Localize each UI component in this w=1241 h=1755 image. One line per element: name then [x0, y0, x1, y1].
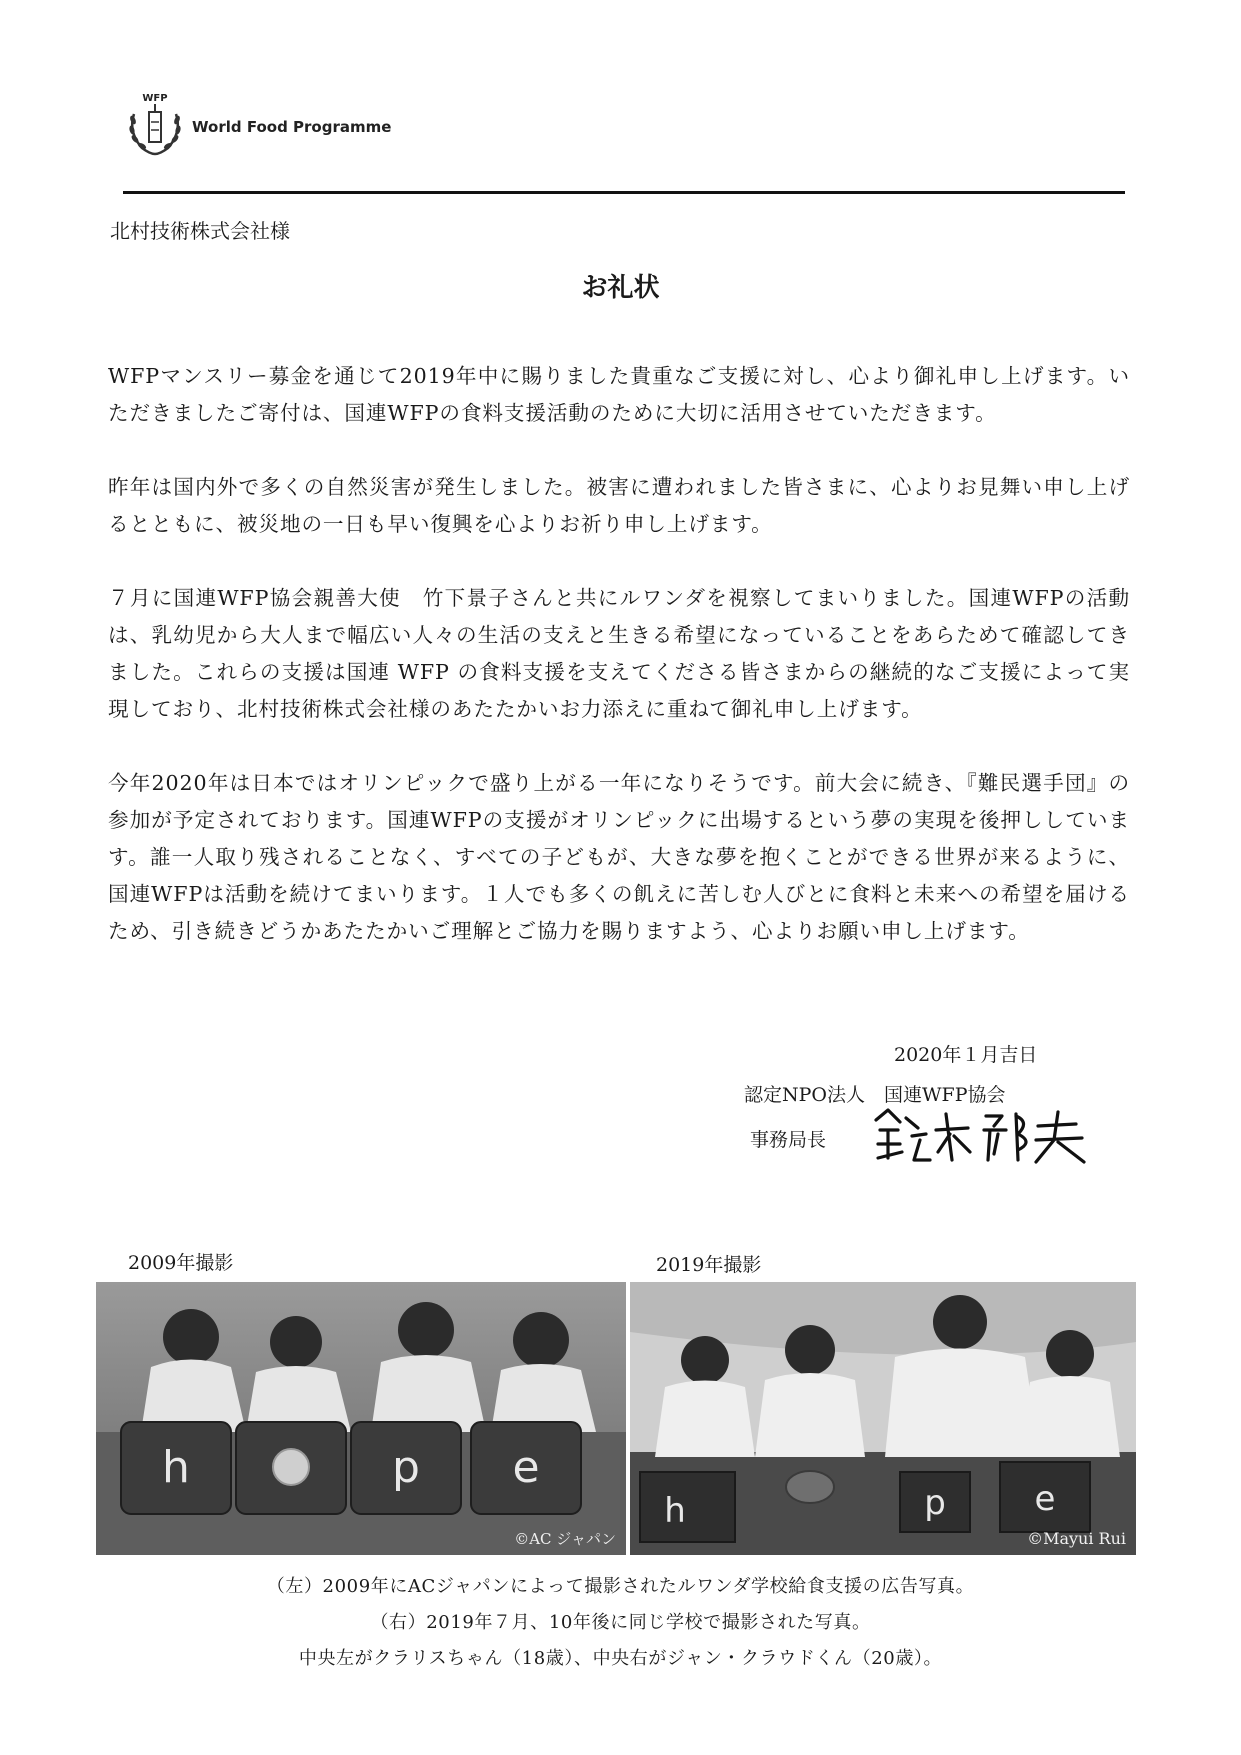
chalk-letter: e — [512, 1442, 540, 1493]
letter-body — [108, 358, 1130, 987]
photo-credit: ©Mayui Rui — [1027, 1529, 1126, 1548]
paragraph: 昨年は国内外で多くの自然災害が発生しました。被害に遭われました皆さまに、心よりお見舞い申し上げるとともに、被災地の一日も早い復興を心よりお祈り申し上げます。 — [108, 475, 1130, 536]
handwritten-signature — [866, 1100, 1096, 1170]
wfp-logo — [120, 88, 391, 160]
chalk-letter: p — [392, 1442, 420, 1493]
logo-acronym: WFP — [142, 93, 168, 104]
photo-credit: ©AC ジャパン — [514, 1530, 616, 1548]
recipient: 北村技術株式会社様 — [110, 219, 290, 243]
chalk-letter: h — [162, 1442, 190, 1493]
photo-2019 — [630, 1282, 1136, 1555]
organization: 認定NPO法人 国連WFP協会 — [744, 1084, 1006, 1106]
paragraph: WFPマンスリー募金を通じて2019年中に賜りました貴重なご支援に対し、心より御礼申し上げます。いただきましたご寄付は、国連WFPの食料支援活動のために大切に活用させていただきます。 — [108, 364, 1130, 425]
photo-caption-right: （右）2019年７月、10年後に同じ学校で撮影された写真。 — [370, 1612, 871, 1633]
left-photo-label: 2009年撮影 — [128, 1252, 234, 1274]
chalk-letter: e — [1034, 1479, 1056, 1519]
paragraph: 今年2020年は日本ではオリンピックで盛り上がる一年になりそうです。前大会に続き、『難民選手団』の参加が予定されております。国連WFPの支援がオリンピックに出場するという夢の実現を後押ししています。誰一人取り残されることなく、すべての子どもが、大きな夢を抱くことができる世界が来るように、国連WFPは活動を続けてまいります。１人でも多くの飢えに苦しむ人びとに食料と未来への希望を届けるため、引き続きどうかあたたかいご理解とご協力を賜りますよう、心よりお願い申し上げます。 — [108, 771, 1130, 943]
wfp-wheat-wreath-icon — [120, 88, 190, 160]
paragraph: ７月に国連WFP協会親善大使 竹下景子さんと共にルワンダを視察してまいりました。国連WFPの活動は、乳幼児から大人まで幅広い人々の生活の支えと生きる希望になっていることをあらためて確認してきました。これらの支援は国連 WFP の食料支援を支えてくださる皆さまからの継続的なご支援によって実現しており、北村技術株式会社様のあたたかいお力添えに重ねて御礼申し上げます。 — [108, 586, 1130, 721]
photo-caption-left: （左）2009年にACジャパンによって撮影されたルワンダ学校給食支援の広告写真。 — [266, 1576, 975, 1597]
chalk-letter: p — [924, 1483, 946, 1523]
letter-date: 2020年１月吉日 — [894, 1044, 1038, 1066]
position-title: 事務局長 — [750, 1129, 827, 1151]
photo-caption-names: 中央左がクラリスちゃん（18歳）、中央右がジャン・クラウドくん（20歳）。 — [298, 1648, 943, 1669]
header-rule — [123, 191, 1125, 194]
photo-2009 — [96, 1282, 626, 1555]
logo-name: World Food Programme — [192, 118, 392, 136]
right-photo-label: 2019年撮影 — [656, 1254, 762, 1276]
chalk-letter: h — [664, 1491, 686, 1531]
letter-title: お礼状 — [581, 273, 660, 303]
